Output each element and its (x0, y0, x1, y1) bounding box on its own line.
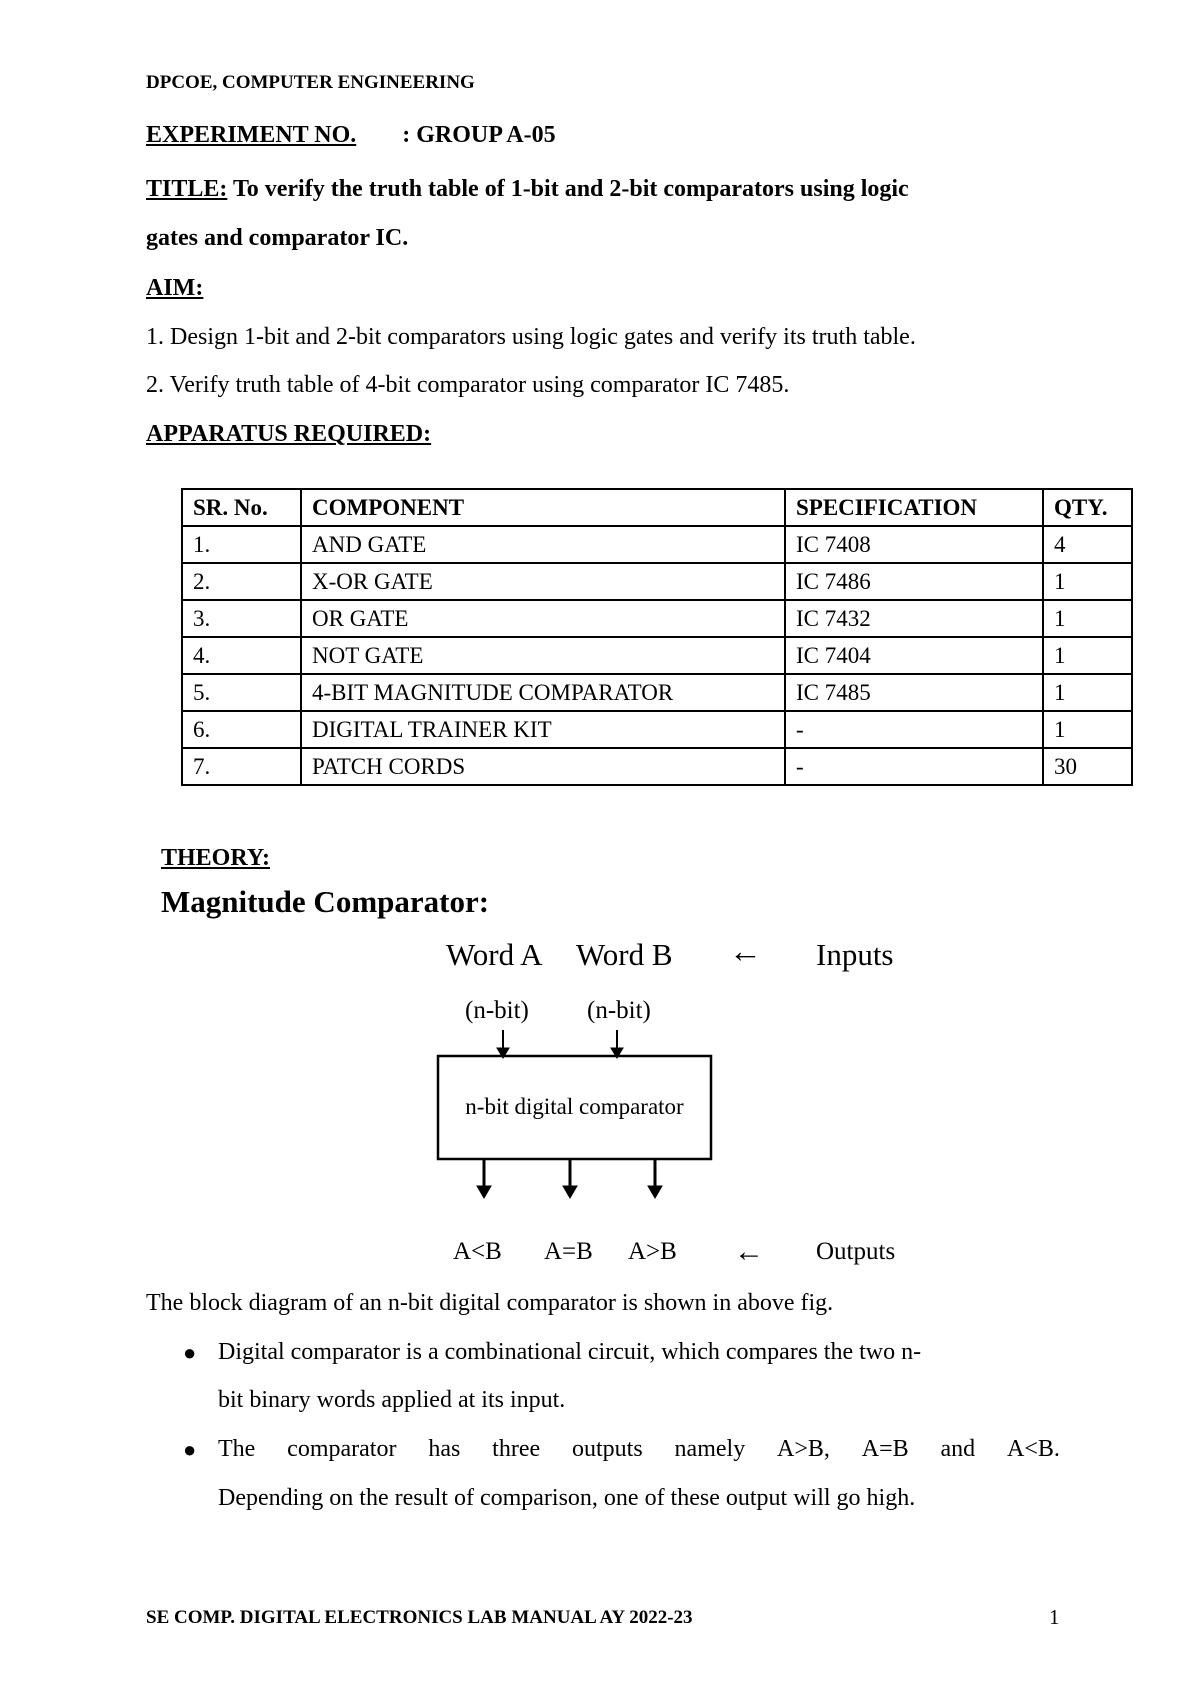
column-header: SR. No. (182, 489, 301, 526)
experiment-label: EXPERIMENT NO. (146, 122, 357, 148)
table-cell: 1 (1043, 563, 1132, 600)
outputs-label: Outputs (816, 1238, 896, 1265)
experiment-value: : GROUP A-05 (402, 122, 556, 148)
output-arrowhead-lt (477, 1186, 491, 1198)
apparatus-heading: APPARATUS REQUIRED: (146, 421, 432, 447)
page-number: 1 (1049, 1605, 1060, 1629)
theory-subheading: Magnitude Comparator: (161, 884, 490, 919)
word-a-width: (n-bit) (465, 997, 529, 1024)
column-header: SPECIFICATION (785, 489, 1043, 526)
bullet-2-word: outputs (572, 1436, 643, 1462)
table-cell: 7. (182, 748, 301, 785)
table-cell: IC 7485 (785, 674, 1043, 711)
table-cell: 1 (1043, 711, 1132, 748)
word-b-width: (n-bit) (587, 997, 651, 1024)
bullet-2-word: namely (674, 1436, 746, 1462)
table-cell: 1 (1043, 674, 1132, 711)
left-arrow-icon: ← (734, 1235, 764, 1268)
table-cell: 6. (182, 711, 301, 748)
output-arrowhead-eq (563, 1186, 577, 1198)
bullet-1-line-2: bit binary words applied at its input. (218, 1387, 566, 1413)
table-cell: 30 (1043, 748, 1132, 785)
table-cell: - (785, 748, 1043, 785)
header-institute: DPCOE, COMPUTER ENGINEERING (146, 72, 475, 93)
table-cell: DIGITAL TRAINER KIT (301, 711, 785, 748)
table-cell: - (785, 711, 1043, 748)
word-b-label: Word B (576, 937, 673, 972)
table-cell: AND GATE (301, 526, 785, 563)
bullet-2-word: A<B. (1007, 1436, 1060, 1462)
title-label: TITLE: (146, 176, 228, 202)
left-arrow-icon: ← (729, 934, 762, 970)
bullet-2-line-1 (218, 1436, 1060, 1463)
bullet-2-word: three (492, 1436, 541, 1462)
aim-heading: AIM: (146, 275, 204, 301)
table-cell: 4 (1043, 526, 1132, 563)
title-line-2: gates and comparator IC. (146, 225, 409, 251)
table-cell: PATCH CORDS (301, 748, 785, 785)
table-cell: OR GATE (301, 600, 785, 637)
output-gt-label: A>B (628, 1238, 677, 1265)
table-cell: 1. (182, 526, 301, 563)
word-a-label: Word A (446, 937, 543, 972)
table-cell: X-OR GATE (301, 563, 785, 600)
table-cell: IC 7432 (785, 600, 1043, 637)
bullet-icon: ● (183, 1340, 197, 1365)
title-text-1: To verify the truth table of 1-bit and 2-bit comparators using logic (227, 176, 909, 202)
theory-intro: The block diagram of an n-bit digital comparator is shown in above fig. (146, 1290, 834, 1316)
bullet-2-word: A=B (861, 1436, 909, 1462)
theory-heading: THEORY: (161, 845, 270, 871)
table-cell: 4-BIT MAGNITUDE COMPARATOR (301, 674, 785, 711)
bullet-2-line-2: Depending on the result of comparison, one of these output will go high. (218, 1485, 916, 1511)
column-header: QTY. (1043, 489, 1132, 526)
table-cell: 1 (1043, 637, 1132, 674)
table-cell: 3. (182, 600, 301, 637)
table-cell: IC 7486 (785, 563, 1043, 600)
table-cell: 5. (182, 674, 301, 711)
aim-item-2: 2. Verify truth table of 4-bit comparator using comparator IC 7485. (146, 372, 790, 398)
bullet-2-word: comparator (287, 1436, 397, 1462)
inputs-label: Inputs (816, 937, 894, 972)
output-lt-label: A<B (453, 1238, 502, 1265)
bullet-1-line-1: Digital comparator is a combinational circuit, which compares the two n- (218, 1339, 922, 1365)
table-cell: 2. (182, 563, 301, 600)
bullet-2-word: and (940, 1436, 976, 1462)
footer-manual: SE COMP. DIGITAL ELECTRONICS LAB MANUAL AY 2022-23 (146, 1607, 693, 1628)
comparator-block-label: n-bit digital comparator (465, 1094, 684, 1119)
table-cell: 1 (1043, 600, 1132, 637)
table-cell: NOT GATE (301, 637, 785, 674)
bullet-icon: ● (183, 1437, 197, 1462)
output-arrowhead-gt (648, 1186, 662, 1198)
table-cell: IC 7408 (785, 526, 1043, 563)
bullet-2-word: The (218, 1436, 256, 1462)
bullet-2-word: A>B, (777, 1436, 830, 1462)
bullet-2-word: has (428, 1436, 461, 1462)
column-header: COMPONENT (301, 489, 785, 526)
table-cell: IC 7404 (785, 637, 1043, 674)
table-cell: 4. (182, 637, 301, 674)
aim-item-1: 1. Design 1-bit and 2-bit comparators using logic gates and verify its truth table. (146, 324, 916, 350)
output-eq-label: A=B (544, 1238, 593, 1265)
